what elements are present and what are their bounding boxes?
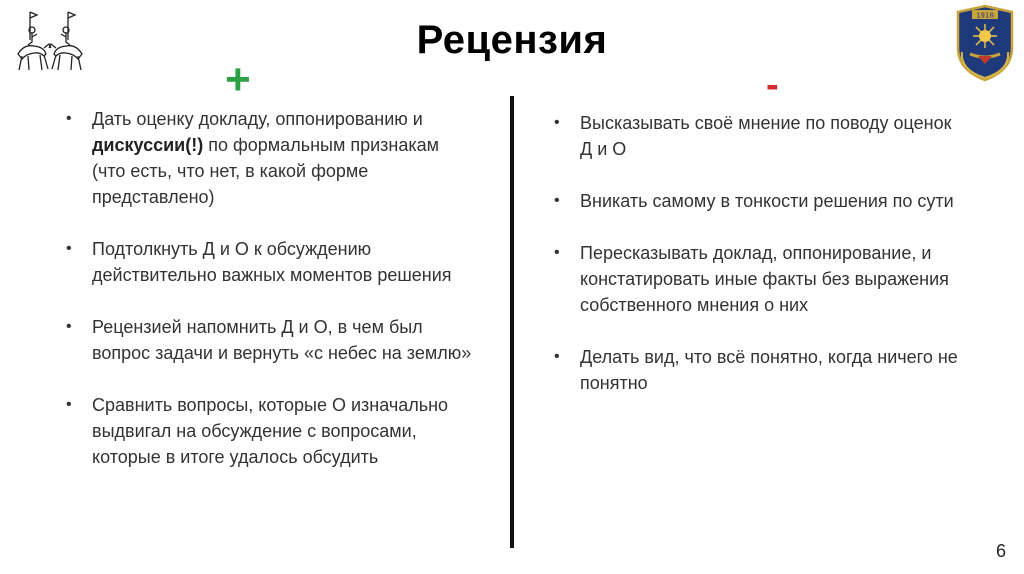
list-item: • Дать оценку докладу, оппонированию и дискуссии(!) по формальным признакам (что есть, что нет, в какой форме представлено) [62,106,472,210]
bullet-icon: • [66,240,72,257]
bullet-icon: • [554,192,560,209]
plus-sign: + [225,55,251,104]
bullet-icon: • [554,348,560,365]
bullet-icon: • [66,318,72,335]
list-item: • Сравнить вопросы, которые О изначально выдвигал на обсуждение с вопросами, которые в итоге удалось обсудить [62,392,472,470]
bullet-icon: • [66,110,72,127]
bullet-icon: • [66,396,72,413]
list-item: • Вникать самому в тонкости решения по сути [550,188,960,214]
column-divider [510,96,514,548]
slide-title: Рецензия [416,18,608,62]
list-item: • Рецензией напомнить Д и О, в чем был вопрос задачи и вернуть «с небес на землю» [62,314,472,366]
cons-list [550,110,960,422]
list-item: • Подтолкнуть Д и О к обсуждению действительно важных моментов решения [62,236,472,288]
page-number: 6 [995,541,1006,561]
list-item: • Пересказывать доклад, оппонирование, и констатировать иные факты без выражения собственного мнения о них [550,240,960,318]
list-item: • Делать вид, что всё понятно, когда ничего не понятно [550,344,960,396]
list-item: • Высказывать своё мнение по поводу оценок Д и О [550,110,960,162]
bullet-icon: • [554,114,560,131]
bullet-icon: • [554,244,560,261]
crest-year: 1918 [976,11,994,20]
pros-list [62,106,472,496]
minus-sign: - [766,64,779,106]
